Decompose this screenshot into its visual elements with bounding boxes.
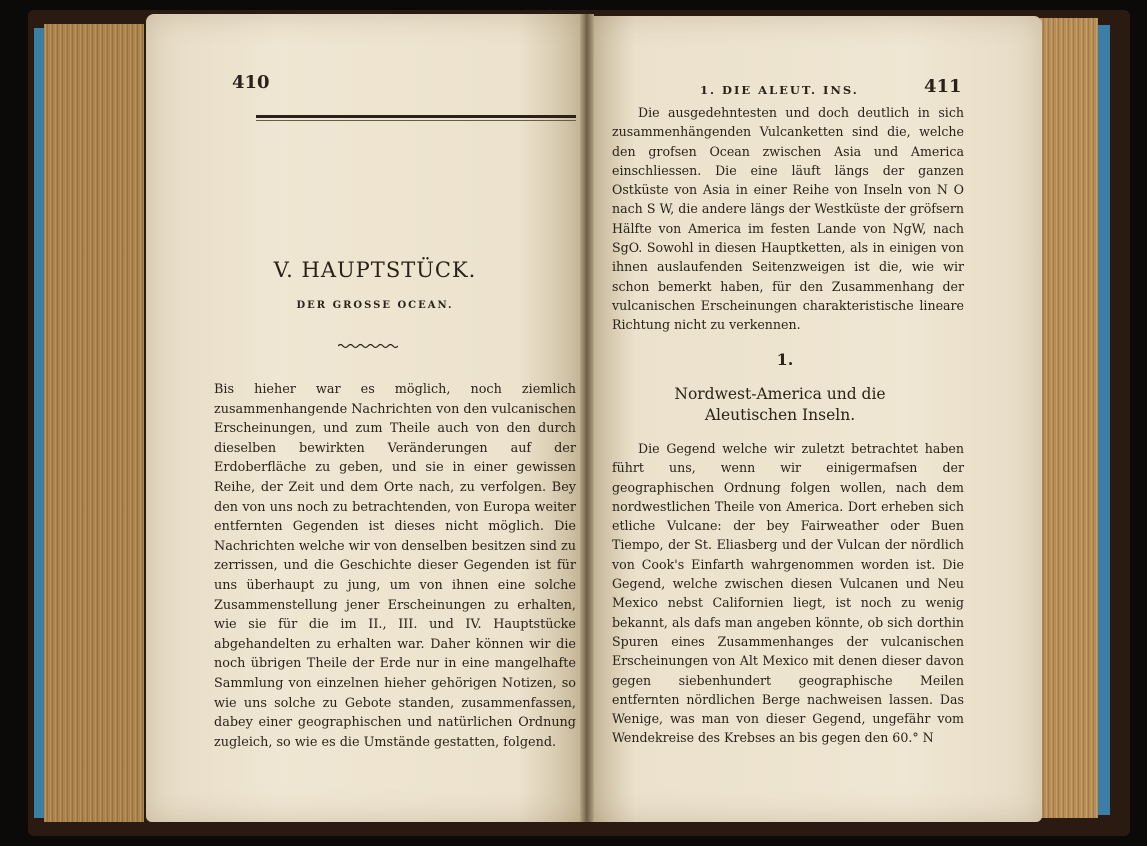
section-number: 1. xyxy=(776,350,794,369)
chapter-title: V. HAUPTSTÜCK. xyxy=(273,258,477,282)
left-page-number: 410 xyxy=(232,72,270,93)
chapter-subtitle: DER GROSSE OCEAN. xyxy=(296,300,454,311)
header-rule-thin xyxy=(256,120,576,121)
ornament-divider xyxy=(338,343,398,349)
header-rule xyxy=(256,115,576,118)
running-head: 1. DIE ALEUT. INS. xyxy=(700,83,859,97)
left-body-text xyxy=(214,380,576,752)
page-stack-left xyxy=(44,24,144,822)
section-title: Nordwest-America und die Aleutischen Inseln. xyxy=(674,385,886,424)
left-paragraph: Bis hieher war es möglich, noch ziemlich zusammenhangende Nachrichten von den vulcanischen Erscheinungen, und zum Theile auch von den durch dieselben bewirkten Veränderungen auf der Erdoberfläche zu geben, und sie in einer gewissen Reihe, der Zeit und dem Orte nach, zu verfolgen. Bey den von uns noch zu betrachtenden, von Europa weiter entfernten Gegenden ist dieses nicht möglich. Die Nachrichten welche wir von denselben besitzen sind zu zerrissen, und die Geschichte dieser Gegenden ist für uns überhaupt zu jung, um von ihnen eine solche Zusammenstellung jener Erscheinungen zu erhalten, wie sie für die im II., III. und IV. Hauptstücke abgehandelten zu erhalten war. Daher können wir die noch übrigen Theile der Erde nur in eine mangelhafte Sammlung von einzelnen hieher gehörigen Notizen, so wie uns solche zu Gebote standen, zusammenfassen, dabey einer geographischen und natürlichen Ordnung zugleich, so wie es die Umstände gestatten, folgend. xyxy=(214,382,576,750)
page-stack-right xyxy=(1040,18,1098,818)
cover-edge-left xyxy=(34,28,44,818)
right-body-text-2 xyxy=(612,439,964,748)
book-gutter xyxy=(580,14,594,822)
right-page-number: 411 xyxy=(924,76,962,97)
right-body-text-1 xyxy=(612,103,964,335)
cover-edge-right xyxy=(1098,25,1110,815)
right-paragraph-2: Die Gegend welche wir zuletzt betrachtet haben führt uns, wenn wir einigermafsen der geographischen Ordnung folgen wollen, nach dem nordwestlichen Theile von America. Dort erheben sich etliche Vulcane: der bey Fairweather oder Buen Tiempo, der St. Eliasberg und der Vulcan der nördlich von Cook's Einfarth wahrgenommen worden ist. Die Gegend, welche zwischen diesen Vulcanen und Neu Mexico nebst Californien liegt, ist noch zu wenig bekannt, als dafs man angeben könnte, ob sich dorthin Spuren eines Zusammenhanges der vulcanischen Erscheinungen von Alt Mexico mit denen dieser davon gegen siebenhundert geographische Meilen entfernten nördlichen Berge nachweisen lassen. Das Wenige, was man von dieser Gegend, ungefähr vom Wendekreise des Krebses an bis gegen den 60.° N xyxy=(612,441,964,746)
right-paragraph-1: Die ausgedehntesten und doch deutlich in sich zusammenhängenden Vulcanketten sind die, welche den grofsen Ocean zwischen Asia und America einschliessen. Die eine läuft längs der ganzen Ostküste von Asia in einer Reihe von Inseln von N O nach S W, die andere längs der Westküste der gröfsern Hälfte von America im festen Lande von NgW, nach SgO. Sowohl in diesen Hauptketten, als in einigen von ihnen auslaufenden Seitenzweigen ist die, wie wir schon bemerkt haben, für den Zusammenhang der vulcanischen Erscheinungen charakteristische lineare Richtung nicht zu verkennen. xyxy=(612,105,964,333)
